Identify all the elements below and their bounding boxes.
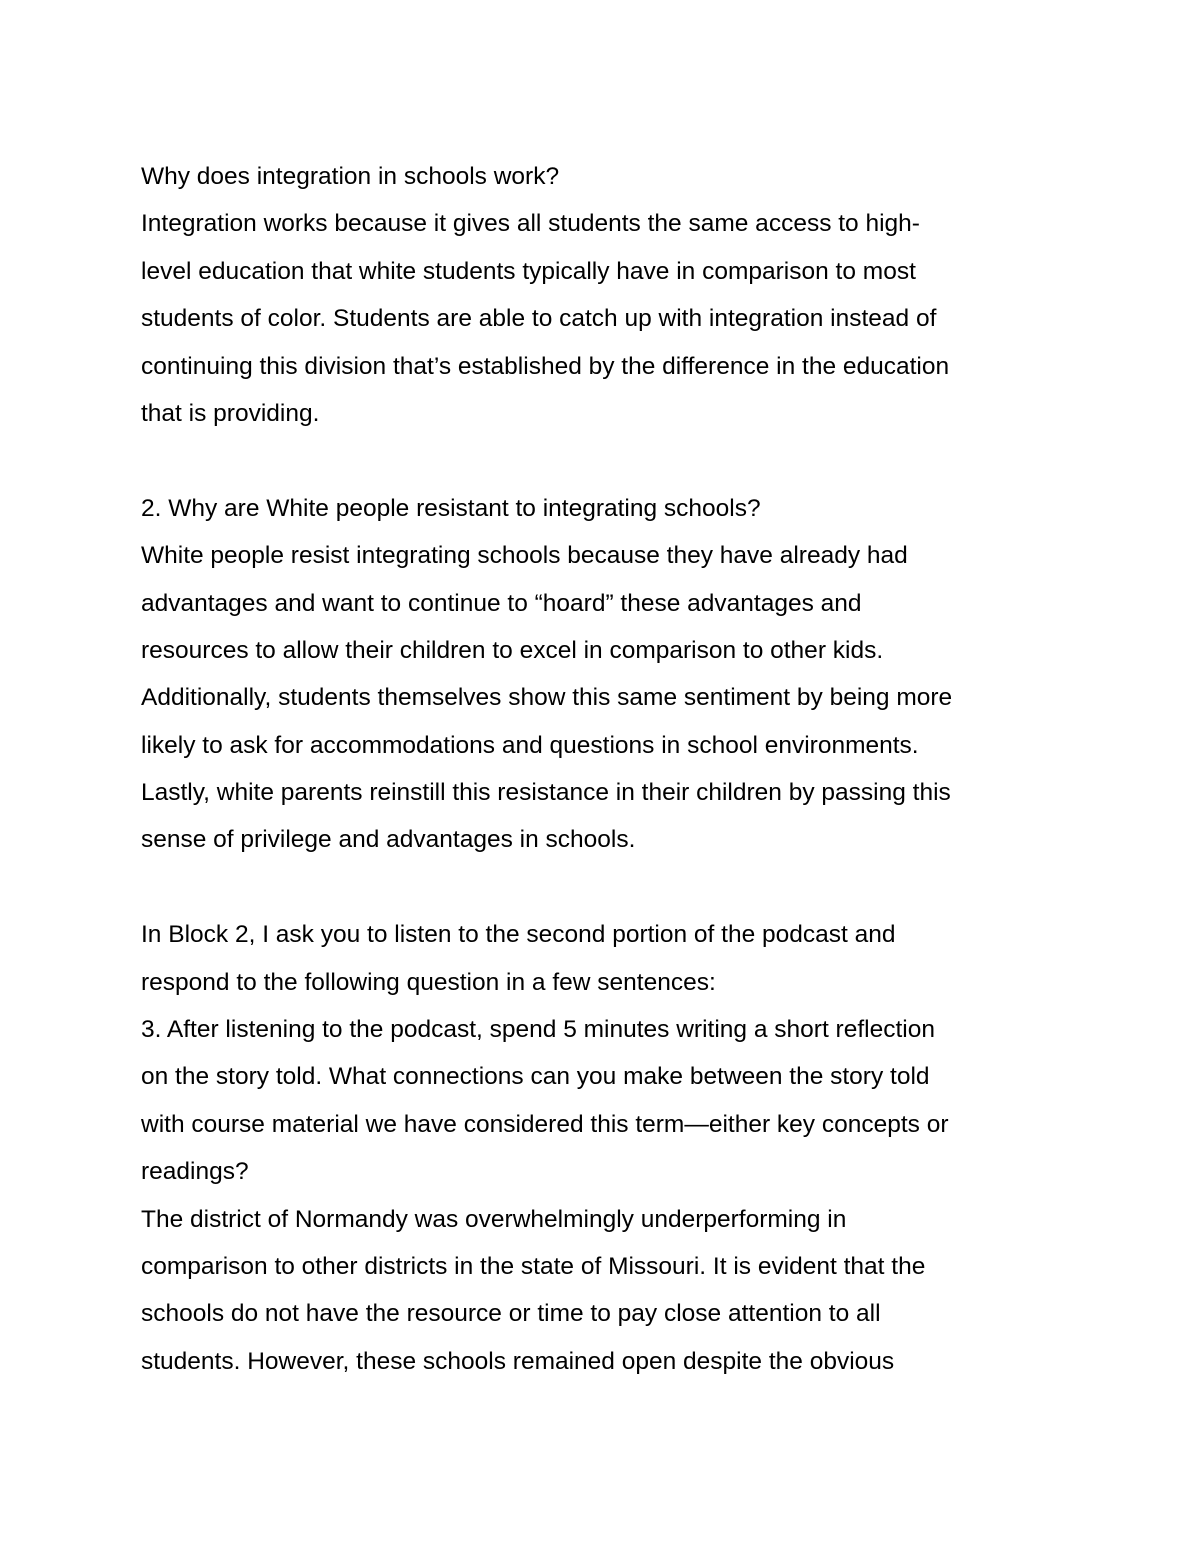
answer-2-line: resources to allow their children to excel in comparison to other kids. [141,636,884,664]
answer-3-line: The district of Normandy was overwhelmingly underperforming in [141,1205,847,1233]
question-1: Why does integration in schools work? [141,163,560,190]
paragraph-spacer [141,864,1071,911]
answer-2-line: advantages and want to continue to “hoard” these advantages and [141,589,862,617]
question-3-line: with course material we have considered this term—either key concepts or [141,1110,949,1138]
document-body [141,153,1071,1385]
answer-1-line: continuing this division that’s established by the difference in the education [141,352,950,380]
question-3-line: readings? [141,1158,249,1186]
answer-3-line: comparison to other districts in the state of Missouri. It is evident that the [141,1252,926,1280]
paragraph-spacer [141,437,1071,484]
answer-1-line: Integration works because it gives all students the same access to high- [141,210,920,238]
answer-3-line: schools do not have the resource or time to pay close attention to all [141,1300,881,1328]
answer-2-line: Lastly, white parents reinstill this resistance in their children by passing this [141,779,951,807]
answer-1-line: that is providing. [141,399,320,427]
answer-3-line: students. However, these schools remained open despite the obvious [141,1347,895,1375]
answer-2-line: White people resist integrating schools because they have already had [141,542,908,570]
answer-1-line: students of color. Students are able to catch up with integration instead of [141,305,937,333]
answer-1-line: level education that white students typically have in comparison to most [141,257,916,285]
question-3-line: on the story told. What connections can you make between the story told [141,1063,930,1091]
block-2-intro-line: In Block 2, I ask you to listen to the second portion of the podcast and [141,921,896,949]
answer-2-line: likely to ask for accommodations and questions in school environments. [141,731,919,759]
answer-2-line: Additionally, students themselves show this same sentiment by being more [141,684,953,712]
question-2: 2. Why are White people resistant to integrating schools? [141,494,761,522]
block-2-intro-line: respond to the following question in a few sentences: [141,968,716,996]
question-3-line: 3. After listening to the podcast, spend 5 minutes writing a short reflection [141,1016,935,1044]
answer-2-line: sense of privilege and advantages in schools. [141,826,636,854]
